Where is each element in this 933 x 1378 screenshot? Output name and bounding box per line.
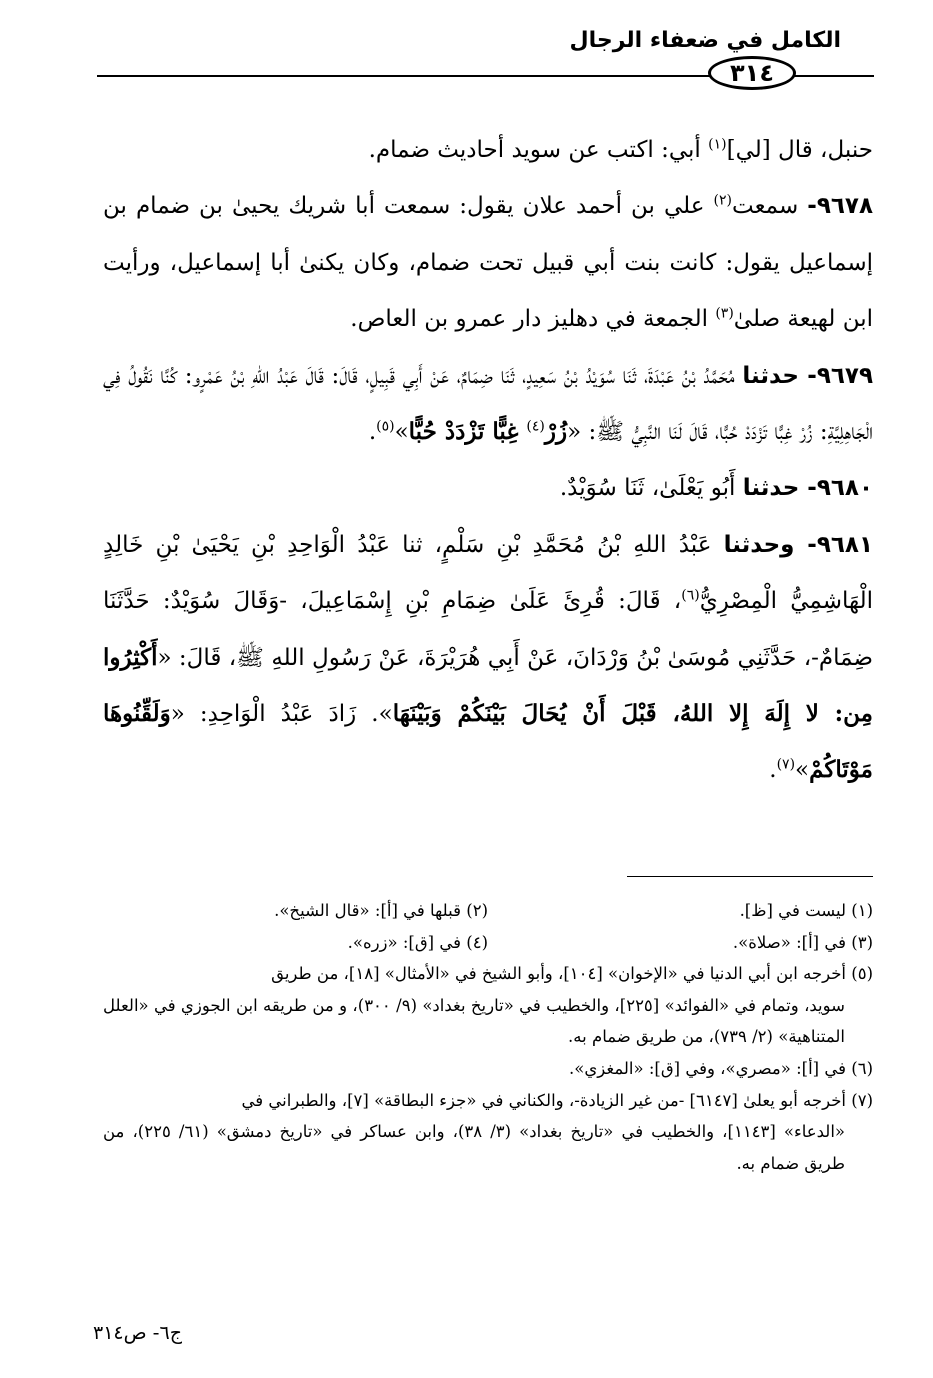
text: سمعت	[732, 193, 808, 220]
footnote-ref: (٣)	[715, 305, 734, 322]
paragraph-1	[103, 122, 873, 178]
page-number: ٣١٤	[708, 56, 796, 90]
text: أَبُو يَعْلَىٰ، ثَنَا سُوَيْدٌ.	[559, 475, 743, 502]
footnotes	[103, 895, 873, 1179]
footnote-ref: (١)	[708, 136, 727, 153]
footnote-row	[103, 927, 873, 959]
text: عَبْدُ اللهِ بْنُ مُحَمَّدِ بْنِ سَلْمٍ، ثنا عَبْدُ الْوَاحِدِ بْنِ يَحْيَىٰ بْنِ خَالِدٍ الْهَاشِمِيُّ الْمِصْرِيُّ	[103, 531, 873, 615]
text: علي بن أحمد علان يقول: سمعت أبا شريك يحيىٰ بن ضمام بن إسماعيل يقول: كانت بنت أبي قبيل تحت ضمام، وكان يكنىٰ أبا إسماعيل، ورأيت ابن لهيعة صلىٰ	[103, 193, 873, 333]
page-reference: ج٦- ص٣١٤	[93, 1322, 182, 1344]
paragraph-9681	[103, 517, 873, 799]
entry-number: ٩٦٧٨-	[807, 193, 873, 220]
entry-number: ٩٦٨٠-	[807, 475, 873, 502]
text: ، قَالَ: قُرِئَ عَلَىٰ ضِمَامِ بْنِ إِسْمَاعِيلَ، -وَقَالَ سُوَيْدٌ: حَدَّثَنَا ضِمَامٌ-، حَدَّثَنِي مُوسَىٰ بْنُ وَرْدَانَ، عَنْ أَبِي هُرَيْرَةَ، عَنْ رَسُولِ اللهِ ﷺ، قَالَ: «	[103, 588, 873, 671]
text: »	[394, 419, 409, 446]
footnote-ref: (٤)	[526, 418, 545, 435]
footnote-text: سويد، وتمام في «الفوائد» [٢٢٥]، والخطيب في «تاريخ بغداد» (٩/ ٣٠٠)، و من طريقه ابن الجوزي في «العلل المتناهية» (٢/ ٧٣٩)، من طريق ضمام به.	[103, 995, 845, 1047]
text: أبي: اكتب عن سويد أحاديث ضمام.	[368, 137, 709, 163]
footnote-separator	[627, 876, 873, 877]
footnote-1: (١) ليست في [ظ].	[739, 901, 873, 920]
haddathana-word: حدثنا	[742, 475, 808, 502]
paragraph-9680	[103, 460, 873, 516]
footnote-text: «الدعاء» [١١٤٣]، والخطيب في «تاريخ بغداد» (٣/ ٣٨)، وابن عساكر في «تاريخ دمشق» (٦١/ ٢٢٥)، من طريق ضمام به.	[103, 1122, 846, 1173]
hadith-text: غِبًّا تَزْدَدْ حُبًّا	[408, 418, 527, 446]
footnote-text: (٥) أخرجه ابن أبي الدنيا في «الإخوان» [١٠٤]، وأبو الشيخ في «الأمثال» [١٨]، من طريق	[271, 964, 873, 984]
footnote-6: (٦) في [أ]: «مصري»، وفي [ق]: «المغزي».	[569, 1058, 873, 1078]
footnote-ref: (٢)	[713, 192, 732, 209]
haddathana-word: وحدثنا	[723, 531, 808, 558]
main-text	[103, 122, 873, 799]
footnote-5	[103, 958, 873, 1053]
haddathana-word: حدثنا	[742, 362, 808, 389]
hadith-text: زُرْ	[544, 418, 568, 446]
text: »	[795, 757, 810, 784]
entry-number: ٩٦٨١-	[807, 531, 873, 558]
paragraph-9678	[103, 178, 873, 347]
footnote-ref: (٥)	[376, 418, 395, 435]
footnote-3: (٣) في [أ]: «صلاة».	[732, 932, 873, 952]
hadith-text: وَلَقِّنُوهَا مَوْتَاكُمْ	[103, 700, 873, 784]
hadith-text: أَكْثِرُوا مِن: لا إِلَهَ إِلا اللهُ، قَبْلَ أَنْ يُحَالَ بَيْنَكُمْ وَبَيْنَهَا	[103, 643, 873, 728]
text: حنبل، قال [لي]	[726, 137, 873, 163]
text: مُحَمَّدُ بْنُ عَبْدَةَ، ثَنَا سُوَيْدُ بْنُ سَعِيدٍ، ثَنَا ضِمَامٌ، عَنْ أَبِي قَبِيلٍ، قَالَ: قَالَ عَبْدُ اللهِ بْنُ عَمْرٍو: كُنَّا نَقُولُ فِي الْجَاهِلِيَّةِ: زُرْ غِبًّا تَزْدَدْ حُبًّا، قَالَ لَنَا النَّبِيُّ ﷺ: «	[103, 362, 873, 446]
paragraph-9679	[103, 348, 873, 461]
footnote-4: (٤) في [ق]: «زره».	[347, 932, 488, 952]
footnote-2: (٢) قبلها في [أ]: «قال الشيخ».	[274, 901, 488, 920]
entry-number: ٩٦٧٩-	[807, 362, 873, 389]
footnote-ref: (٧)	[776, 756, 796, 773]
text: ». زَادَ عَبْدُ الْوَاحِدِ: «	[170, 701, 393, 728]
footnote-text: (٧) أخرجه أبو يعلىٰ [٦١٤٧] -من غير الزيادة-، والكناني في «جزء البطاقة» [٧]، والطبراني في	[241, 1090, 873, 1110]
text: .	[368, 419, 377, 446]
footnote-row	[103, 895, 873, 927]
footnote-7	[103, 1085, 873, 1180]
running-header-title: الكامل في ضعفاء الرجال	[569, 28, 841, 53]
text: الجمعة في دهليز دار عمرو بن العاص.	[350, 306, 716, 333]
footnote-ref: (٦)	[681, 587, 700, 604]
text: .	[769, 757, 777, 784]
